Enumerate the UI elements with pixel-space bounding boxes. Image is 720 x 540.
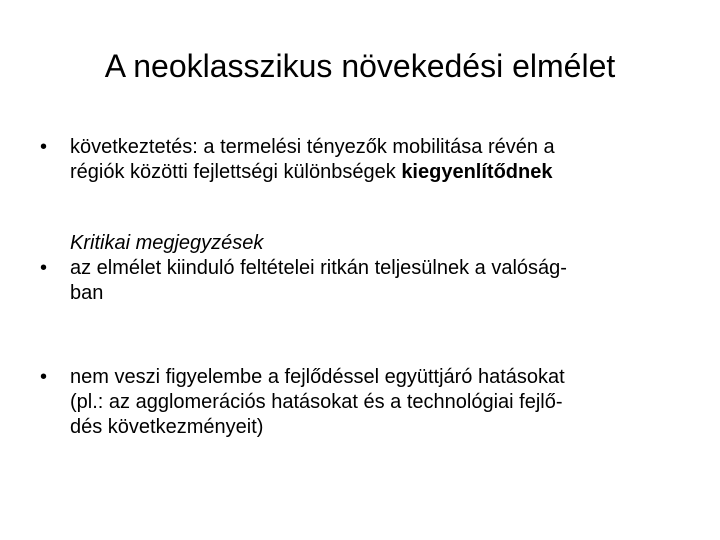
list-item — [40, 135, 680, 185]
list-item — [40, 365, 680, 440]
list-item — [40, 256, 680, 306]
bullet1-line1: következtetés: a termelési tényezők mobilitása révén a — [70, 136, 555, 158]
bullet-block-ignored-effects — [40, 365, 680, 440]
bullet-icon: • — [40, 136, 48, 158]
bullet1-line2-text: régiók közötti fejlettségi különbségek — [70, 161, 402, 183]
bullet-icon: • — [40, 257, 48, 279]
bullet-block-conclusion — [40, 135, 680, 185]
bullet1-emphasis: kiegyenlítődnek — [401, 161, 553, 183]
bullet2-line1: az elmélet kiinduló feltételei ritkán teljesülnek a valóság- — [70, 257, 567, 279]
bullet1-line2 — [70, 160, 680, 185]
bullet-block-critique — [40, 231, 680, 306]
bullet2-line2: ban — [70, 282, 104, 304]
bullet-icon: • — [40, 366, 48, 388]
bullet3-line1: nem veszi figyelembe a fejlődéssel együttjáró hatásokat — [70, 366, 565, 388]
list-item — [40, 231, 680, 256]
critical-heading: Kritikai megjegyzések — [70, 232, 264, 254]
bullet3-line2: (pl.: az agglomerációs hatásokat és a technológiai fejlő- — [70, 391, 563, 413]
bullet3-line3: dés következményeit) — [70, 416, 264, 438]
slide-title: A neoklasszikus növekedési elmélet — [104, 48, 616, 84]
